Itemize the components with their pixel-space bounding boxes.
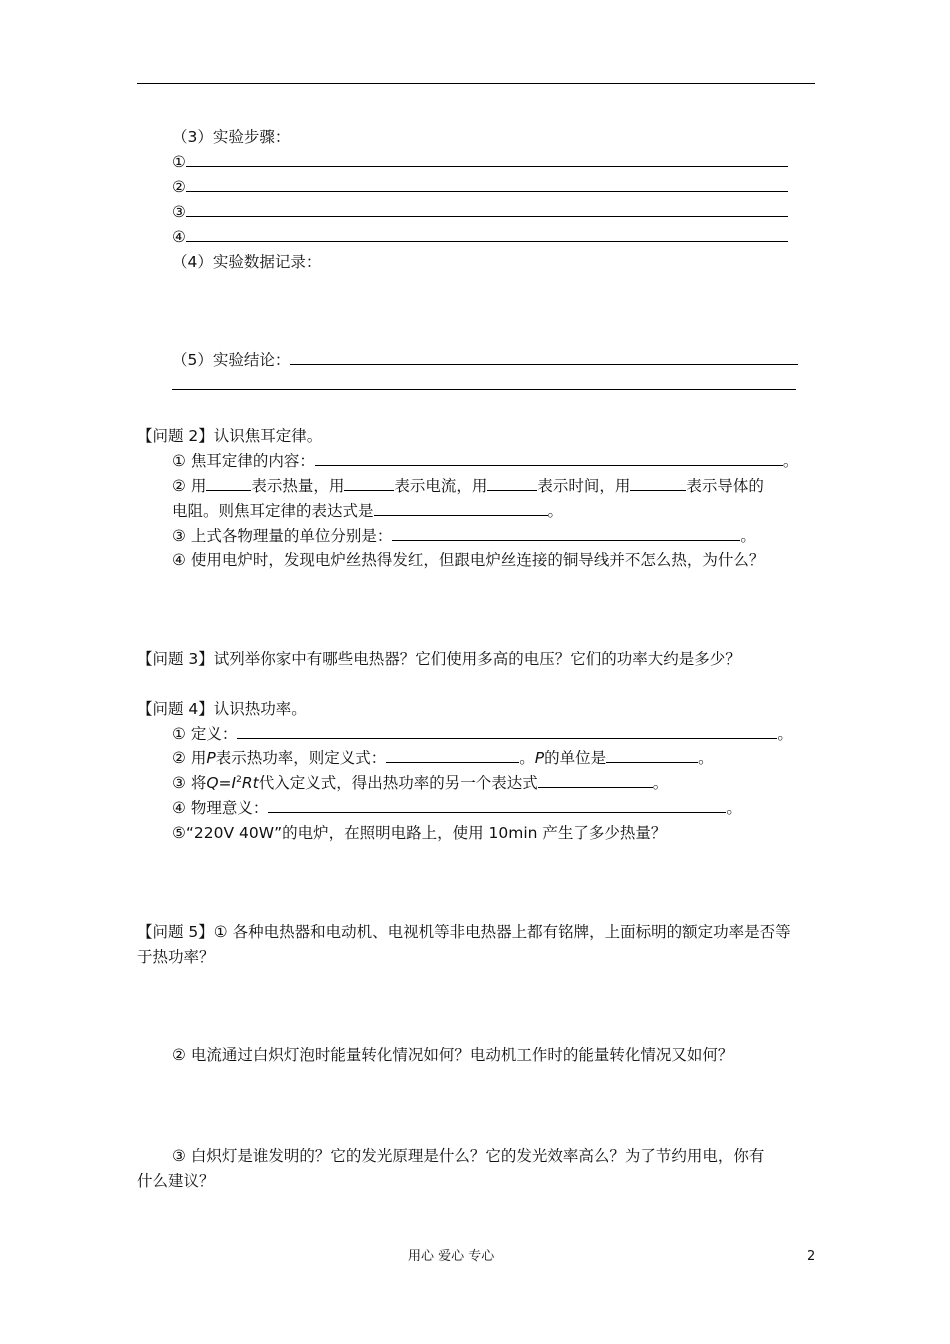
q2-item-2-end: 。 bbox=[547, 502, 564, 520]
step-2 bbox=[172, 176, 788, 198]
q4-formula-blank[interactable] bbox=[386, 747, 519, 763]
q4-item-2-text-d: 的单位是 bbox=[544, 749, 607, 767]
q4-item-2-text-c: 。 bbox=[519, 749, 535, 767]
q5-line-1: 【问题 5】① 各种电热器和电动机、电视机等非电热器上都有铭牌，上面标明的额定功率是否等 bbox=[137, 923, 791, 941]
q4-formula-exponent: 2 bbox=[236, 774, 242, 785]
q2-item-2 bbox=[172, 475, 764, 497]
step-1 bbox=[172, 151, 788, 173]
footer-motto: 用心 爱心 专心 bbox=[408, 1249, 495, 1264]
step-1-marker: ① bbox=[172, 153, 186, 171]
q2-current-symbol-blank[interactable] bbox=[344, 475, 394, 491]
q2-item-2-cont bbox=[172, 500, 563, 522]
q2-item-3 bbox=[172, 525, 756, 547]
step-4-blank[interactable] bbox=[186, 226, 788, 242]
q4-item-5: ⑤“220V 40W”的电炉，在照明电路上，使用 10min 产生了多少热量？ bbox=[172, 824, 667, 842]
conclusion-line bbox=[172, 349, 798, 371]
q4-meaning-blank[interactable] bbox=[268, 797, 726, 813]
q2-time-symbol-blank[interactable] bbox=[487, 475, 537, 491]
q2-resistance-symbol-blank[interactable] bbox=[630, 475, 686, 491]
q4-item-2-text-a: ② 用 bbox=[172, 749, 207, 767]
q5-item-3-line-1: ③ 白炽灯是谁发明的？它的发光原理是什么？它的发光效率高么？为了节约用电，你有 bbox=[172, 1147, 765, 1165]
header-rule bbox=[137, 83, 815, 84]
data-record-label: （4）实验数据记录： bbox=[172, 253, 322, 271]
q4-item-3-end: 。 bbox=[652, 774, 669, 792]
q4-other-expression-blank[interactable] bbox=[538, 772, 653, 788]
q2-content-blank[interactable] bbox=[315, 450, 783, 466]
q4-item-2-end: 。 bbox=[698, 749, 714, 767]
q2-item-2-text-c: 表示电流，用 bbox=[394, 477, 488, 495]
q4-item-3-text-b: 代入定义式，得出热功率的另一个表达式 bbox=[258, 774, 538, 792]
q4-item-2 bbox=[172, 747, 714, 769]
q4-definition-blank[interactable] bbox=[237, 723, 777, 739]
step-3 bbox=[172, 201, 788, 223]
q2-heat-symbol-blank[interactable] bbox=[206, 475, 251, 491]
step-3-marker: ③ bbox=[172, 203, 186, 221]
q2-item-1-end: 。 bbox=[782, 452, 799, 470]
q4-title: 【问题 4】认识热功率。 bbox=[137, 700, 307, 718]
q2-item-2-text-b: 表示热量，用 bbox=[251, 477, 345, 495]
q2-item-2-text-d: 表示时间，用 bbox=[537, 477, 631, 495]
q4-item-2-text-b: 表示热功率，则定义式： bbox=[215, 749, 387, 767]
q4-unit-blank[interactable] bbox=[606, 747, 698, 763]
conclusion-blank[interactable] bbox=[290, 349, 798, 365]
step-1-blank[interactable] bbox=[186, 151, 788, 167]
q4-symbol-p: P bbox=[206, 749, 216, 767]
q2-item-2-text-a: ② 用 bbox=[172, 477, 207, 495]
q4-item-4 bbox=[172, 797, 742, 819]
step-2-blank[interactable] bbox=[186, 176, 788, 192]
q4-item-3 bbox=[172, 772, 668, 794]
step-4 bbox=[172, 226, 788, 248]
q4-symbol-p-2: P bbox=[534, 749, 545, 767]
q2-units-blank[interactable] bbox=[392, 525, 740, 541]
step-2-marker: ② bbox=[172, 178, 186, 196]
q4-formula-q: Q=I bbox=[206, 774, 237, 792]
q4-item-1 bbox=[172, 723, 793, 745]
q2-item-2-text-f: 电阻。则焦耳定律的表达式是 bbox=[172, 502, 374, 520]
q4-item-3-text-a: ③ 将 bbox=[172, 774, 207, 792]
page-number: 2 bbox=[807, 1249, 816, 1264]
step-4-marker: ④ bbox=[172, 228, 186, 246]
q3-text: 【问题 3】试列举你家中有哪些电热器？它们使用多高的电压？它们的功率大约是多少？ bbox=[137, 650, 741, 668]
step-3-blank[interactable] bbox=[186, 201, 788, 217]
q2-item-1-text: ① 焦耳定律的内容： bbox=[172, 452, 315, 470]
q2-expression-blank[interactable] bbox=[374, 500, 548, 516]
q4-item-4-text: ④ 物理意义： bbox=[172, 799, 269, 817]
q2-item-4: ④ 使用电炉时，发现电炉丝热得发红，但跟电炉丝连接的铜导线并不怎么热，为什么？ bbox=[172, 551, 765, 569]
q2-title: 【问题 2】认识焦耳定律。 bbox=[137, 427, 323, 445]
q2-item-2-text-e: 表示导体的 bbox=[686, 477, 764, 495]
q2-item-1 bbox=[172, 450, 798, 472]
q2-item-3-end: 。 bbox=[740, 527, 756, 545]
q4-item-1-end: 。 bbox=[777, 725, 793, 743]
q4-formula-rt: Rt bbox=[241, 774, 259, 792]
q4-item-4-end: 。 bbox=[726, 799, 742, 817]
q4-item-1-text: ① 定义： bbox=[172, 725, 238, 743]
conclusion-label: （5）实验结论： bbox=[172, 351, 291, 369]
steps-label: （3）实验步骤： bbox=[172, 128, 291, 146]
q2-item-3-text: ③ 上式各物理量的单位分别是： bbox=[172, 527, 393, 545]
q5-item-3-line-2: 什么建议？ bbox=[137, 1172, 215, 1190]
q5-item-2: ② 电流通过白炽灯泡时能量转化情况如何？电动机工作时的能量转化情况又如何？ bbox=[172, 1046, 734, 1064]
q5-line-2: 于热功率？ bbox=[137, 948, 215, 966]
conclusion-blank-line-2[interactable] bbox=[172, 389, 796, 390]
